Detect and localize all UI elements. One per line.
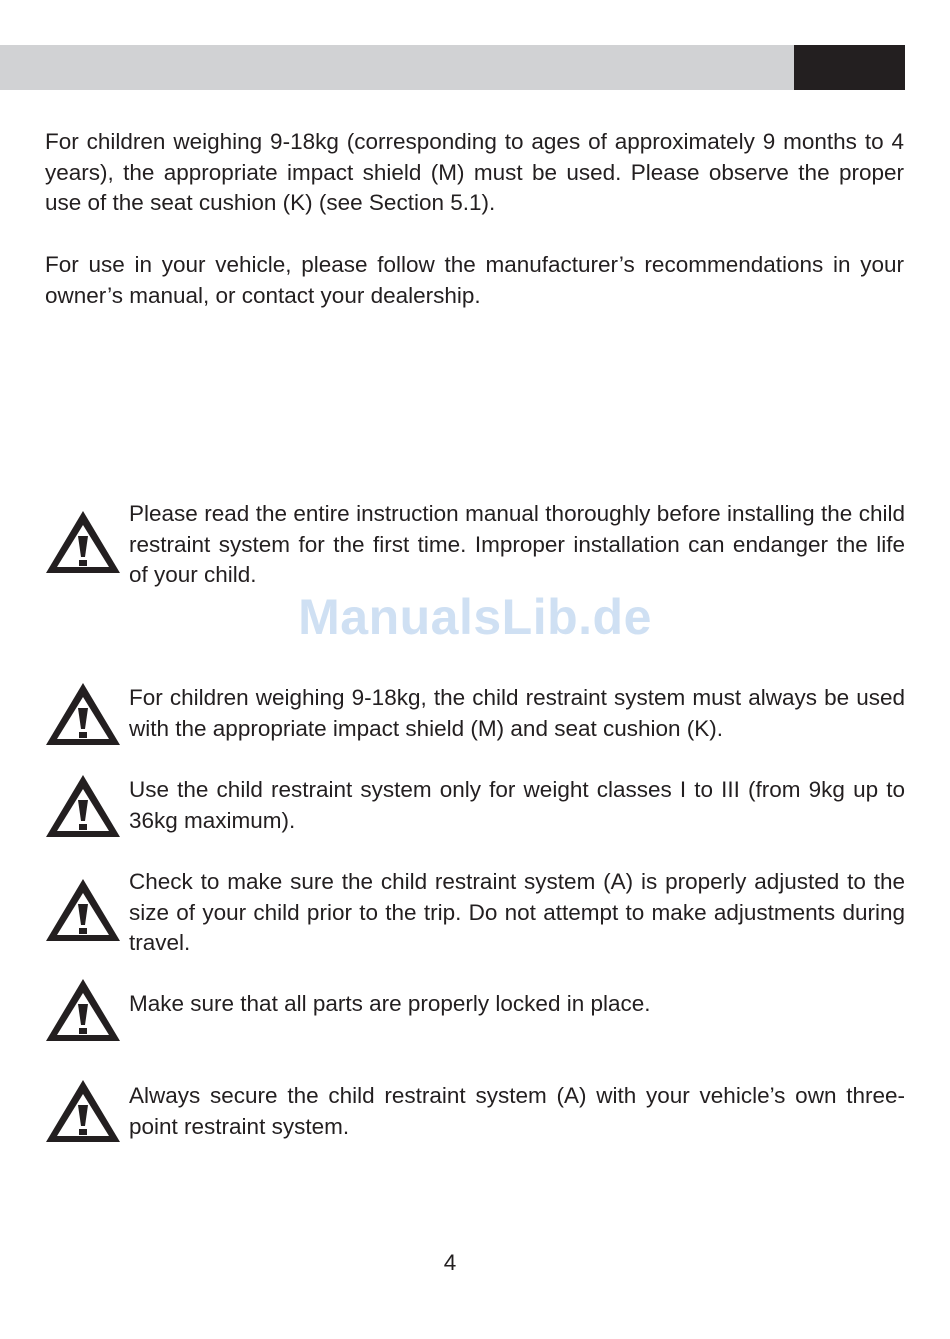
header-bar	[0, 45, 905, 90]
warning-text: Always secure the child restraint system (A) with your vehicle’s own three-point restraint system.	[129, 1083, 905, 1139]
warning-triangle-icon	[45, 978, 121, 1042]
warning-triangle-icon	[45, 1079, 121, 1143]
warning-text: Check to make sure the child restraint system (A) is properly adjusted to the size of your child prior to the trip. Do not attempt to make adjustments during travel.	[129, 869, 905, 956]
warning-text: Make sure that all parts are properly locked in place.	[129, 991, 651, 1016]
warning-text: For children weighing 9-18kg, the child restraint system must always be used with the appropriate impact shield (M) and seat cushion (K).	[129, 685, 905, 741]
watermark: ManualsLib.de	[298, 589, 652, 645]
warning-triangle-icon	[45, 774, 121, 838]
warning-text: Please read the entire instruction manual thoroughly before installing the child restraint system for the first time. Improper installation can endanger the life of your child.	[129, 501, 905, 588]
warning-triangle-icon	[45, 682, 121, 746]
page-number: 4	[443, 1250, 457, 1275]
warning-text: Use the child restraint system only for weight classes I to III (from 9kg up to 36kg maximum).	[129, 777, 905, 833]
intro-paragraph-1: For children weighing 9-18kg (corresponding to ages of approximately 9 months to 4 years), the appropriate impact shield (M) must be used. Please observe the proper use of the seat cushion (K) (see Section 5.1).	[45, 129, 904, 216]
header-block	[794, 45, 905, 90]
intro-paragraph-2: For use in your vehicle, please follow the manufacturer’s recommendations in your owner’s manual, or contact your dealership.	[45, 252, 904, 308]
warning-triangle-icon	[45, 878, 121, 942]
warning-triangle-icon	[45, 510, 121, 574]
